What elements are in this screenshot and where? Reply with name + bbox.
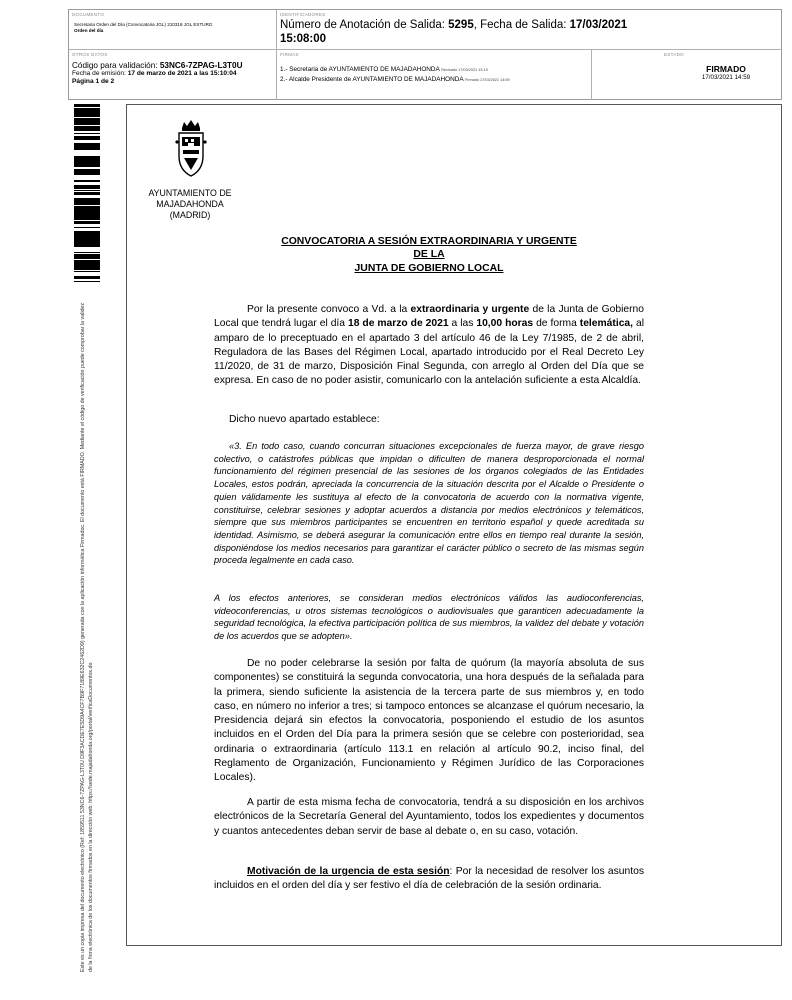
identifiers-caption: IDENTIFICADORES bbox=[280, 12, 326, 17]
other-data-text bbox=[72, 62, 277, 87]
barcode-bar bbox=[74, 257, 100, 258]
barcode-bar bbox=[74, 171, 100, 174]
barcode-bar bbox=[74, 231, 100, 233]
signatures-caption: FIRMAS bbox=[280, 52, 299, 57]
barcode-bar bbox=[74, 136, 100, 138]
barcode-bar bbox=[74, 159, 100, 160]
barcode-bar bbox=[74, 158, 100, 159]
barcode-bar bbox=[74, 206, 100, 207]
barcode-bar bbox=[74, 165, 100, 167]
barcode-bar bbox=[74, 160, 100, 163]
barcode-bar bbox=[74, 256, 100, 257]
barcode-bar bbox=[74, 113, 100, 114]
barcode-bar bbox=[74, 185, 100, 186]
barcode-bar bbox=[74, 116, 100, 117]
barcode-bar bbox=[74, 281, 100, 282]
document-line-2: Orden del día bbox=[74, 28, 104, 33]
barcode-bar bbox=[74, 214, 100, 217]
title-line-1: CONVOCATORIA A SESIÓN EXTRAORDINARIA Y URGENTE bbox=[281, 236, 577, 247]
barcode-bar bbox=[74, 143, 100, 144]
barcode-bar bbox=[74, 186, 100, 187]
barcode-bar bbox=[74, 194, 100, 195]
status-badge: FIRMADO bbox=[706, 64, 746, 74]
validation-label: Código para validación: bbox=[72, 61, 160, 70]
barcode-bar bbox=[74, 187, 100, 188]
barcode-bar bbox=[74, 180, 100, 181]
barcode-bar bbox=[74, 156, 100, 158]
barcode-bar bbox=[74, 246, 100, 247]
barcode-bar bbox=[74, 254, 100, 256]
emission-value: 17 de marzo de 2021 a las 15:10:04 bbox=[127, 70, 237, 78]
institution-name bbox=[140, 188, 240, 221]
barcode-bar bbox=[74, 261, 100, 263]
document-description bbox=[74, 22, 274, 34]
status-caption: ESTADO bbox=[664, 52, 684, 57]
paragraph-archives: A partir de esta misma fecha de convocatoria, tendrá a su disposición en los archivos electrónicos de la Secretaría General del Ayuntamiento, todos los expedientes y documentos y cuantos antecedentes deban servir de base al debate o, en su caso, votación. bbox=[214, 797, 644, 837]
document-caption: DOCUMENTO bbox=[72, 12, 105, 17]
barcode-bar bbox=[74, 207, 100, 210]
barcode-bar bbox=[74, 201, 100, 202]
barcode-bar bbox=[74, 118, 100, 120]
barcode-bar bbox=[74, 227, 100, 228]
barcode-bar bbox=[74, 138, 100, 139]
barcode-bar bbox=[74, 126, 100, 127]
quote-paragraph-1: «3. En todo caso, cuando concurran situaciones excepcionales de fuerza mayor, de grave riesgo colectivo, o catástrofes públicas que impidan o dificulten de manera desproporcionada el normal funcionamiento del régimen presencial de las sesiones de los órganos colegiados de las Entidades Locales, estos podrán, apreciada la concurrencia de la situación descrita por el Alcalde o Presidente o quien válidamente les sustituya al efecto de la convocatoria de acuerdo con la normativa vigente, constituirse, celebrar sesiones y adoptar acuerdos a distancia por medios electrónicos y telemáticos, siempre que sus miembros participantes se encuentren en territorio español y quede acreditada su identidad. Asimismo, se deberá asegurar la comunicación entre ellos en tiempo real durante la sesión, disponiéndose los medios necesarios para garantizar el carácter público o secreto de las mismas según proceda legalmente en cada caso. bbox=[214, 441, 644, 566]
document-header bbox=[68, 9, 782, 100]
status-date: 17/03/2021 14:59 bbox=[701, 74, 751, 81]
barcode-bar bbox=[74, 105, 100, 106]
barcode-bar bbox=[74, 202, 100, 204]
barcode-bar bbox=[74, 193, 100, 194]
barcode-bar bbox=[74, 217, 100, 220]
barcode-bar bbox=[74, 192, 100, 193]
ident-number: 5295 bbox=[448, 19, 474, 31]
barcode-bar bbox=[74, 278, 100, 279]
barcode-bar bbox=[74, 263, 100, 264]
ident-time: 15:08:00 bbox=[280, 33, 327, 45]
paragraph-intro-quote: Dicho nuevo apartado establece: bbox=[229, 414, 380, 425]
paragraph-urgency: Motivación de la urgencia de esta sesión: Por la necesidad de resolver los asuntos incluidos en el orden del día y ser festivo el día de celebración de la sesión ordinaria. bbox=[214, 866, 644, 892]
document-title bbox=[214, 235, 644, 275]
barcode-bar bbox=[74, 268, 100, 270]
barcode-bar bbox=[74, 190, 100, 191]
barcode-image bbox=[74, 104, 100, 282]
coat-of-arms-icon bbox=[174, 118, 208, 178]
ident-mid: , Fecha de Salida: bbox=[473, 19, 570, 31]
institution-line-1: AYUNTAMIENTO DE bbox=[148, 188, 232, 198]
verification-side-text: Este es un copia impresa del documento electrónico (Ref: 1859511 53NC6-7ZPAG-L3T0U D9F3ACDE7E5D9A4CF7B9F7189E632C2462D9) generada con la aplicación informática Firmadoc. El documento está FIRMADO. Mediante el código de verificación puede comprobar la validez de la firma electrónica de los documentos firmados en la dirección web: https://sede.majadahonda.org/portal/verificaDocumentos.do bbox=[80, 302, 94, 972]
barcode-bar bbox=[74, 122, 100, 125]
barcode-bar bbox=[74, 148, 100, 150]
barcode-bar bbox=[74, 106, 100, 107]
barcode-bar bbox=[74, 108, 100, 110]
signature-2-note: Firmado 17/03/2021 14:59 bbox=[465, 78, 510, 82]
institution-line-2: MAJADAHONDA bbox=[156, 199, 224, 209]
barcode-bar bbox=[74, 174, 100, 175]
paragraph-convocation: Por la presente convoco a Vd. a la extraordinaria y urgente de la Junta de Gobierno Local que tendrá lugar el día 18 de marzo de 2021 a las 10,00 horas de forma telemática, al amparo de lo preceptuado en el apartado 3 del artículo 46 de la Ley 7/1985, de 2 de abril, Reguladora de las Bases del Régimen Local, apartado introducido por el Real Decreto Ley 11/2020, de 31 de marzo, Disposición Final Segunda, con arreglo al Orden del Día que se expresa. En caso de no poder asistir, comunicarlo con la antelación suficiente a esta Alcaldía. bbox=[214, 304, 644, 387]
ident-date: 17/03/2021 bbox=[569, 19, 628, 31]
title-line-2: DE LA bbox=[413, 249, 445, 261]
identifiers-text bbox=[280, 18, 640, 46]
barcode-bar bbox=[74, 204, 100, 205]
barcode-bar bbox=[74, 129, 100, 131]
barcode-bar bbox=[74, 237, 100, 240]
paragraph-quorum: De no poder celebrarse la sesión por falta de quórum (la mayoría absoluta de sus componentes) se constituirá la segunda convocatoria, una hora después de la señalada para la primera, siendo suficiente la asistencia de la tercera parte de sus miembros y, en todo caso, en número no inferior a tres; si tampoco entonces se alcanzase el quórum necesario, la Presidencia dejará sin efectos la convocatoria, posponiendo el estudio de los asuntos incluidos en el Orden del Día para la primera sesión que se celebre con posterioridad, sea ordinaria o extraordinaria (artículo 113.1 en relación al artículo 90.2, inciso final, del Reglamento de Organización, Funcionamiento y Régimen Jurídico de las Corporaciones Locales). bbox=[214, 658, 644, 784]
status-value bbox=[592, 64, 782, 81]
barcode-bar bbox=[74, 181, 100, 182]
other-data-cell bbox=[69, 50, 277, 100]
barcode-bar bbox=[74, 188, 100, 189]
barcode-bar bbox=[74, 258, 100, 259]
barcode-bar bbox=[74, 127, 100, 129]
validation-code: 53NC6-7ZPAG-L3T0U bbox=[159, 61, 243, 70]
barcode-bar bbox=[74, 110, 100, 113]
barcode-bar bbox=[74, 163, 100, 165]
identifiers-cell bbox=[277, 10, 782, 50]
barcode-bar bbox=[74, 211, 100, 214]
barcode-bar bbox=[74, 240, 100, 242]
status-cell bbox=[592, 50, 782, 100]
barcode-bar bbox=[74, 198, 100, 201]
document-line-1: Secretaria Orden del Día (Convocatoria JGL) 210318 JGL EXTURG bbox=[74, 22, 213, 27]
page-indicator: Página 1 de 2 bbox=[72, 78, 115, 86]
barcode-bar bbox=[74, 242, 100, 244]
barcode-bar bbox=[74, 260, 100, 261]
barcode-bar bbox=[74, 104, 100, 105]
barcode-bar bbox=[74, 147, 100, 148]
emission-label: Fecha de emisión: bbox=[72, 70, 128, 78]
barcode-bar bbox=[74, 114, 100, 116]
barcode-bar bbox=[74, 244, 100, 246]
barcode-bar bbox=[74, 271, 100, 272]
barcode-bar bbox=[74, 236, 100, 237]
barcode-bar bbox=[74, 120, 100, 122]
ident-prefix: Número de Anotación de Salida: bbox=[280, 19, 449, 31]
other-data-caption: OTROS DATOS bbox=[72, 52, 108, 57]
signature-1: 1.- Secretaria de AYUNTAMIENTO DE MAJADAHONDA Revisado 17/03/2021 13:19 bbox=[280, 66, 488, 73]
barcode-bar bbox=[74, 133, 100, 134]
barcode-bar bbox=[74, 233, 100, 236]
barcode-bar bbox=[74, 276, 100, 278]
quote-paragraph-2: A los efectos anteriores, se consideran medios electrónicos válidos las audioconferencias, videoconferencias, u otros sistemas tecnológicos o audiovisuales que garanticen adecuadamente la seguridad tecnológica, la efectiva participación política de sus miembros, la validez del debate y votación de los acuerdos que se adopten». bbox=[214, 593, 644, 642]
signature-2: 2.- Alcalde Presidente de AYUNTAMIENTO DE MAJADAHONDA Firmado 17/03/2021 14:59 bbox=[280, 76, 510, 83]
institution-line-3: (MADRID) bbox=[169, 210, 211, 220]
barcode-bar bbox=[74, 221, 100, 224]
barcode-bar bbox=[74, 210, 100, 211]
urgency-label: Motivación de la urgencia de esta sesión bbox=[247, 866, 450, 877]
barcode-bar bbox=[74, 252, 100, 253]
barcode-bar bbox=[74, 145, 100, 147]
signatures-cell bbox=[277, 50, 592, 100]
barcode-bar bbox=[74, 144, 100, 145]
barcode-bar bbox=[74, 265, 100, 268]
title-line-3: JUNTA DE GOBIERNO LOCAL bbox=[354, 262, 504, 274]
signatures-list bbox=[280, 65, 510, 85]
document-cell bbox=[69, 10, 277, 50]
signature-1-note: Revisado 17/03/2021 13:19 bbox=[441, 68, 488, 72]
barcode-bar bbox=[74, 139, 100, 140]
barcode-bar bbox=[74, 169, 100, 171]
barcode-bar bbox=[74, 264, 100, 265]
